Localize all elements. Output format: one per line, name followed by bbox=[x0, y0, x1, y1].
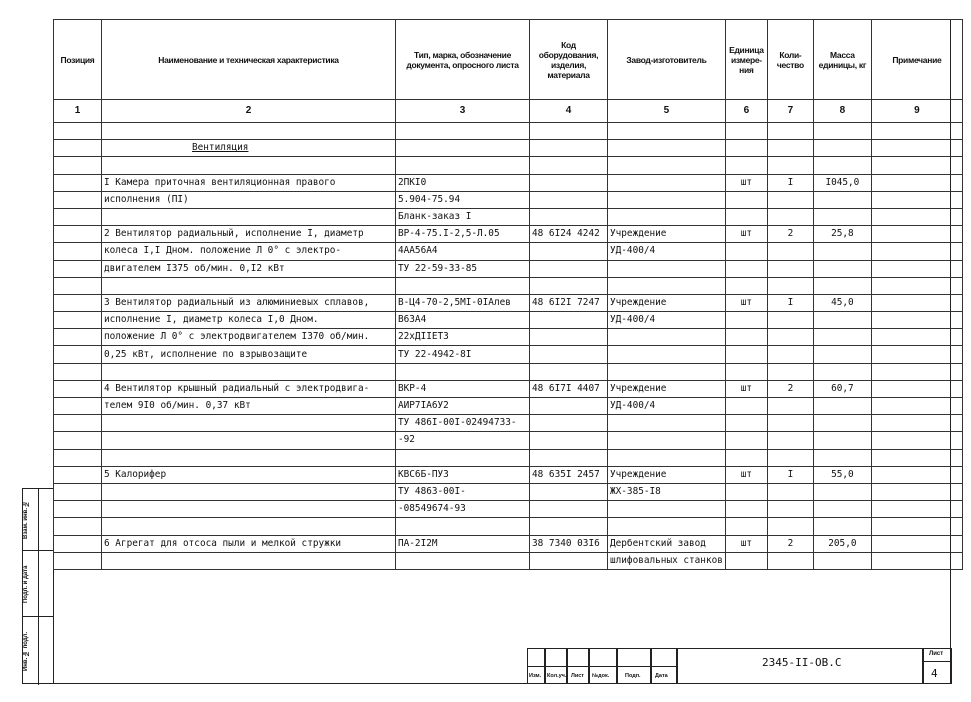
table-cell: 48 6I2I 7247 bbox=[530, 294, 608, 311]
table-cell bbox=[530, 415, 608, 432]
table-cell bbox=[871, 226, 962, 243]
table-cell: ТУ 486I-00I-02494733- bbox=[396, 415, 530, 432]
table-cell bbox=[530, 260, 608, 277]
table-cell bbox=[530, 346, 608, 363]
table-cell bbox=[102, 277, 396, 294]
table-cell bbox=[608, 329, 726, 346]
table-cell bbox=[54, 398, 102, 415]
table-cell bbox=[608, 208, 726, 225]
table-cell: I Камера приточная вентиляционная правого bbox=[102, 174, 396, 191]
table-cell bbox=[54, 432, 102, 449]
table-cell: Вентиляция bbox=[102, 140, 396, 157]
table-cell bbox=[813, 208, 871, 225]
table-cell: Учреждение bbox=[608, 466, 726, 483]
table-cell bbox=[767, 346, 813, 363]
table-cell bbox=[54, 380, 102, 397]
table-cell bbox=[608, 501, 726, 518]
table-cell bbox=[102, 449, 396, 466]
table-cell bbox=[725, 140, 767, 157]
table-cell: 45,0 bbox=[813, 294, 871, 311]
table-cell bbox=[725, 483, 767, 500]
table-row bbox=[54, 518, 963, 535]
table-cell: 6 Агрегат для отсоса пыли и мелкой стружки bbox=[102, 535, 396, 552]
table-cell bbox=[871, 380, 962, 397]
table-cell: I bbox=[767, 174, 813, 191]
table-cell bbox=[54, 226, 102, 243]
table-cell: шт bbox=[725, 226, 767, 243]
table-cell bbox=[871, 208, 962, 225]
table-row bbox=[54, 243, 963, 260]
table-cell bbox=[396, 140, 530, 157]
table-cell bbox=[396, 518, 530, 535]
table-cell: 2ПКI0 bbox=[396, 174, 530, 191]
table-cell: положение Л 0° с электродвигателем I370 об/мин. bbox=[102, 329, 396, 346]
column-number: 4 bbox=[530, 100, 608, 123]
table-row bbox=[54, 346, 963, 363]
table-cell bbox=[871, 243, 962, 260]
table-cell bbox=[813, 312, 871, 329]
table-cell bbox=[871, 501, 962, 518]
table-cell bbox=[767, 329, 813, 346]
table-cell bbox=[767, 552, 813, 569]
table-cell bbox=[54, 191, 102, 208]
table-cell bbox=[530, 312, 608, 329]
table-cell bbox=[725, 123, 767, 140]
table-cell bbox=[608, 518, 726, 535]
table-cell: В63А4 bbox=[396, 312, 530, 329]
table-cell bbox=[530, 157, 608, 174]
table-cell bbox=[813, 552, 871, 569]
table-cell: ТУ 22-4942-8I bbox=[396, 346, 530, 363]
table-row bbox=[54, 552, 963, 569]
table-cell bbox=[102, 552, 396, 569]
table-cell bbox=[102, 518, 396, 535]
table-cell bbox=[725, 363, 767, 380]
table-cell bbox=[54, 363, 102, 380]
table-cell bbox=[54, 483, 102, 500]
table-cell: Учреждение bbox=[608, 380, 726, 397]
table-cell bbox=[608, 191, 726, 208]
table-cell: 25,8 bbox=[813, 226, 871, 243]
table-cell: АИР7IА6У2 bbox=[396, 398, 530, 415]
table-row bbox=[54, 208, 963, 225]
table-cell bbox=[396, 157, 530, 174]
table-cell bbox=[54, 140, 102, 157]
table-cell bbox=[396, 123, 530, 140]
table-cell bbox=[396, 277, 530, 294]
table-cell bbox=[608, 363, 726, 380]
table-row bbox=[54, 226, 963, 243]
table-row bbox=[54, 432, 963, 449]
table-cell bbox=[102, 363, 396, 380]
table-cell: Учреждение bbox=[608, 226, 726, 243]
table-cell: ВКР-4 bbox=[396, 380, 530, 397]
side-stamp-label: Инв. № подл. bbox=[23, 631, 29, 671]
table-cell: КВС6Б-ПУ3 bbox=[396, 466, 530, 483]
table-cell bbox=[767, 260, 813, 277]
table-cell bbox=[608, 432, 726, 449]
table-cell bbox=[530, 518, 608, 535]
table-cell bbox=[608, 346, 726, 363]
table-cell bbox=[54, 501, 102, 518]
table-cell bbox=[767, 415, 813, 432]
table-cell: I bbox=[767, 294, 813, 311]
table-cell bbox=[54, 552, 102, 569]
table-cell bbox=[767, 398, 813, 415]
table-cell bbox=[871, 157, 962, 174]
table-cell bbox=[813, 415, 871, 432]
table-cell bbox=[813, 260, 871, 277]
table-cell bbox=[102, 483, 396, 500]
table-cell: -92 bbox=[396, 432, 530, 449]
table-cell bbox=[871, 329, 962, 346]
table-cell bbox=[725, 501, 767, 518]
table-cell: ТУ 22-59-33-85 bbox=[396, 260, 530, 277]
table-cell bbox=[725, 260, 767, 277]
table-cell bbox=[767, 157, 813, 174]
table-cell bbox=[725, 191, 767, 208]
table-cell: ТУ 4863-00I- bbox=[396, 483, 530, 500]
table-cell bbox=[54, 466, 102, 483]
table-cell bbox=[530, 552, 608, 569]
column-header: Завод-изготовитель bbox=[608, 20, 726, 100]
table-cell bbox=[871, 294, 962, 311]
column-number: 5 bbox=[608, 100, 726, 123]
table-cell bbox=[54, 346, 102, 363]
table-cell bbox=[102, 415, 396, 432]
column-number: 8 bbox=[813, 100, 871, 123]
table-cell bbox=[871, 432, 962, 449]
table-cell bbox=[725, 398, 767, 415]
column-number: 2 bbox=[102, 100, 396, 123]
table-cell bbox=[102, 123, 396, 140]
table-cell: двигателем I375 об/мин. 0,I2 кВт bbox=[102, 260, 396, 277]
table-cell bbox=[54, 123, 102, 140]
table-cell bbox=[530, 483, 608, 500]
specification-table bbox=[53, 19, 963, 570]
table-row bbox=[54, 312, 963, 329]
table-cell bbox=[813, 123, 871, 140]
table-cell bbox=[102, 501, 396, 518]
table-cell: шт bbox=[725, 535, 767, 552]
table-cell bbox=[813, 140, 871, 157]
table-cell bbox=[54, 208, 102, 225]
table-cell bbox=[871, 191, 962, 208]
table-cell: 48 6I24 4242 bbox=[530, 226, 608, 243]
table-cell bbox=[871, 363, 962, 380]
table-cell bbox=[530, 277, 608, 294]
column-number: 6 bbox=[725, 100, 767, 123]
table-cell bbox=[102, 208, 396, 225]
table-cell bbox=[813, 157, 871, 174]
table-row bbox=[54, 277, 963, 294]
column-header: Код оборудования, изделия, материала bbox=[530, 20, 608, 100]
table-cell bbox=[813, 329, 871, 346]
table-cell bbox=[871, 483, 962, 500]
table-cell bbox=[54, 329, 102, 346]
table-cell bbox=[725, 157, 767, 174]
table-cell bbox=[813, 501, 871, 518]
table-cell: I bbox=[767, 466, 813, 483]
stamp-label: Подп. bbox=[625, 673, 641, 679]
table-cell bbox=[725, 277, 767, 294]
table-row bbox=[54, 535, 963, 552]
table-cell bbox=[530, 123, 608, 140]
column-header: Наименование и техническая характеристика bbox=[102, 20, 396, 100]
table-cell: Бланк-заказ I bbox=[396, 208, 530, 225]
table-cell: 4 Вентилятор крышный радиальный с электродвига- bbox=[102, 380, 396, 397]
table-row bbox=[54, 483, 963, 500]
table-cell bbox=[767, 312, 813, 329]
table-cell bbox=[725, 552, 767, 569]
table-cell bbox=[813, 518, 871, 535]
table-cell bbox=[871, 518, 962, 535]
table-cell bbox=[530, 243, 608, 260]
table-cell: 4АА56А4 bbox=[396, 243, 530, 260]
table-cell bbox=[871, 346, 962, 363]
table-row bbox=[54, 415, 963, 432]
table-cell bbox=[530, 140, 608, 157]
stamp-label: №док. bbox=[592, 673, 610, 679]
table-row bbox=[54, 466, 963, 483]
table-cell: 22хДIIЕТ3 bbox=[396, 329, 530, 346]
stamp-label: Изм. bbox=[529, 673, 542, 679]
table-cell bbox=[767, 243, 813, 260]
table-row bbox=[54, 501, 963, 518]
column-header: Коли-чество bbox=[767, 20, 813, 100]
table-cell bbox=[813, 243, 871, 260]
table-cell: 2 bbox=[767, 226, 813, 243]
table-cell bbox=[871, 449, 962, 466]
column-number: 3 bbox=[396, 100, 530, 123]
column-header: Позиция bbox=[54, 20, 102, 100]
side-stamp-label: Подп. и дата bbox=[23, 565, 29, 603]
table-cell: 55,0 bbox=[813, 466, 871, 483]
sheet-label: Лист bbox=[929, 651, 944, 657]
table-row bbox=[54, 363, 963, 380]
column-number: 9 bbox=[871, 100, 962, 123]
table-cell: 3 Вентилятор радиальный из алюминиевых сплавов, bbox=[102, 294, 396, 311]
table-cell: УД-400/4 bbox=[608, 312, 726, 329]
table-cell bbox=[608, 174, 726, 191]
table-cell bbox=[396, 363, 530, 380]
column-header: Примечание bbox=[871, 20, 962, 100]
table-cell bbox=[396, 449, 530, 466]
table-cell bbox=[54, 312, 102, 329]
table-cell bbox=[871, 398, 962, 415]
table-row bbox=[54, 174, 963, 191]
table-cell bbox=[725, 449, 767, 466]
table-cell bbox=[767, 140, 813, 157]
table-row bbox=[54, 123, 963, 140]
table-row bbox=[54, 140, 963, 157]
table-cell bbox=[530, 449, 608, 466]
table-cell bbox=[608, 123, 726, 140]
table-row bbox=[54, 191, 963, 208]
table-cell: телем 9I0 об/мин. 0,37 кВт bbox=[102, 398, 396, 415]
table-cell bbox=[54, 243, 102, 260]
table-cell: 38 7340 03I6 bbox=[530, 535, 608, 552]
table-cell bbox=[54, 157, 102, 174]
table-cell bbox=[725, 329, 767, 346]
table-cell bbox=[871, 260, 962, 277]
table-cell: 48 635I 2457 bbox=[530, 466, 608, 483]
table-row bbox=[54, 449, 963, 466]
table-cell: Дербентский завод bbox=[608, 535, 726, 552]
table-cell: исполнения (ПI) bbox=[102, 191, 396, 208]
table-cell bbox=[871, 174, 962, 191]
column-number-row bbox=[54, 100, 963, 123]
table-cell bbox=[813, 398, 871, 415]
column-header: Тип, марка, обозначение документа, опросного листа bbox=[396, 20, 530, 100]
table-cell: исполнение I, диаметр колеса I,0 Дном. bbox=[102, 312, 396, 329]
table-cell bbox=[725, 518, 767, 535]
table-cell: ПА-2I2М bbox=[396, 535, 530, 552]
table-cell bbox=[608, 140, 726, 157]
column-number: 7 bbox=[767, 100, 813, 123]
table-cell: 48 6I7I 4407 bbox=[530, 380, 608, 397]
table-cell bbox=[102, 432, 396, 449]
table-cell bbox=[530, 191, 608, 208]
table-cell bbox=[767, 501, 813, 518]
table-cell bbox=[54, 535, 102, 552]
table-cell bbox=[54, 260, 102, 277]
table-cell: 2 Вентилятор радиальный, исполнение I, диаметр bbox=[102, 226, 396, 243]
table-cell bbox=[608, 449, 726, 466]
table-cell bbox=[767, 432, 813, 449]
table-cell bbox=[813, 432, 871, 449]
table-cell bbox=[871, 552, 962, 569]
table-cell: шт bbox=[725, 294, 767, 311]
table-cell bbox=[54, 518, 102, 535]
table-cell bbox=[813, 277, 871, 294]
table-row bbox=[54, 260, 963, 277]
document-code: 2345-II-ОВ.С bbox=[762, 656, 842, 669]
table-cell: 2 bbox=[767, 380, 813, 397]
table-cell bbox=[871, 535, 962, 552]
table-cell: 2 bbox=[767, 535, 813, 552]
stamp-label: Лист bbox=[571, 673, 584, 679]
table-cell bbox=[102, 157, 396, 174]
table-cell: 5 Калорифер bbox=[102, 466, 396, 483]
table-cell: колеса I,I Дном. положение Л 0° с электро- bbox=[102, 243, 396, 260]
column-header: Масса единицы, кг bbox=[813, 20, 871, 100]
table-cell bbox=[871, 466, 962, 483]
table-cell: В-Ц4-70-2,5МI-0IАлев bbox=[396, 294, 530, 311]
table-header-row bbox=[54, 20, 963, 100]
table-cell bbox=[54, 294, 102, 311]
column-number: 1 bbox=[54, 100, 102, 123]
table-cell bbox=[396, 552, 530, 569]
table-row bbox=[54, 157, 963, 174]
stamp-label: Кол.уч. bbox=[547, 673, 567, 679]
side-stamp bbox=[22, 488, 53, 684]
table-cell: 5.904-75.94 bbox=[396, 191, 530, 208]
table-cell bbox=[530, 329, 608, 346]
table-cell bbox=[767, 363, 813, 380]
table-row bbox=[54, 294, 963, 311]
table-cell bbox=[530, 432, 608, 449]
table-cell bbox=[725, 243, 767, 260]
stamp-label: Дата bbox=[655, 673, 668, 679]
table-cell bbox=[725, 312, 767, 329]
table-cell bbox=[608, 260, 726, 277]
table-cell: I045,0 bbox=[813, 174, 871, 191]
title-block bbox=[527, 648, 952, 684]
table-cell: ЖХ-385-I8 bbox=[608, 483, 726, 500]
table-cell: шт bbox=[725, 380, 767, 397]
table-cell bbox=[813, 483, 871, 500]
table-cell bbox=[767, 449, 813, 466]
table-cell bbox=[871, 415, 962, 432]
table-cell bbox=[871, 123, 962, 140]
table-cell bbox=[767, 518, 813, 535]
table-cell: Учреждение bbox=[608, 294, 726, 311]
table-cell bbox=[813, 191, 871, 208]
sheet-number: 4 bbox=[931, 667, 938, 680]
table-cell bbox=[530, 501, 608, 518]
table-cell bbox=[608, 157, 726, 174]
table-cell: УД-400/4 bbox=[608, 398, 726, 415]
table-cell bbox=[530, 174, 608, 191]
table-cell: УД-400/4 bbox=[608, 243, 726, 260]
table-cell bbox=[54, 415, 102, 432]
table-row bbox=[54, 329, 963, 346]
table-cell bbox=[608, 277, 726, 294]
table-cell bbox=[813, 363, 871, 380]
table-cell bbox=[767, 208, 813, 225]
table-cell: 0,25 кВт, исполнение по взрывозащите bbox=[102, 346, 396, 363]
table-cell bbox=[725, 432, 767, 449]
table-row bbox=[54, 380, 963, 397]
table-cell: шт bbox=[725, 466, 767, 483]
table-cell bbox=[871, 312, 962, 329]
table-cell bbox=[725, 346, 767, 363]
table-cell: 205,0 bbox=[813, 535, 871, 552]
table-cell bbox=[725, 208, 767, 225]
table-row bbox=[54, 398, 963, 415]
table-cell bbox=[725, 415, 767, 432]
table-cell bbox=[767, 191, 813, 208]
table-cell bbox=[530, 208, 608, 225]
table-cell bbox=[54, 449, 102, 466]
table-cell: 60,7 bbox=[813, 380, 871, 397]
table-cell bbox=[608, 415, 726, 432]
table-cell bbox=[813, 449, 871, 466]
table-cell: ВР-4-75.I-2,5-Л.05 bbox=[396, 226, 530, 243]
column-header: Единица измере-ния bbox=[725, 20, 767, 100]
table-cell: шт bbox=[725, 174, 767, 191]
side-stamp-label: Взам. инв. № bbox=[23, 500, 29, 540]
table-cell bbox=[530, 363, 608, 380]
table-cell bbox=[767, 277, 813, 294]
table-cell bbox=[767, 483, 813, 500]
table-cell: -08549674-93 bbox=[396, 501, 530, 518]
table-cell bbox=[871, 277, 962, 294]
table-cell: шлифовальных станков bbox=[608, 552, 726, 569]
table-cell bbox=[54, 277, 102, 294]
table-cell bbox=[767, 123, 813, 140]
table-cell bbox=[813, 346, 871, 363]
table-cell bbox=[530, 398, 608, 415]
table-cell bbox=[54, 174, 102, 191]
table-cell bbox=[871, 140, 962, 157]
